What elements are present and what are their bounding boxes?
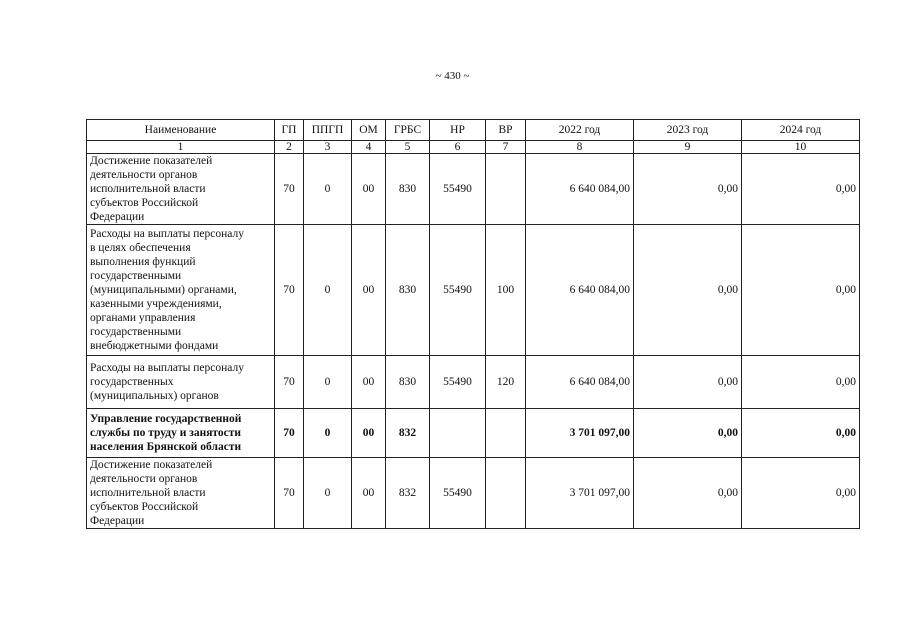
row-name: Достижение показателей деятельности органов исполнительной власти субъектов Российской Федерации <box>87 154 275 225</box>
header-gp: ГП <box>275 120 304 141</box>
budget-table <box>86 119 860 529</box>
cell-2024: 0,00 <box>742 225 860 356</box>
cell-2022: 6 640 084,00 <box>526 154 634 225</box>
cell-om: 00 <box>352 458 386 529</box>
cell-vr: 120 <box>486 356 526 409</box>
column-number: 9 <box>634 141 742 154</box>
cell-2024: 0,00 <box>742 409 860 458</box>
header-2022: 2022 год <box>526 120 634 141</box>
column-number: 7 <box>486 141 526 154</box>
cell-nr: 55490 <box>430 458 486 529</box>
table-row <box>87 225 860 356</box>
header-vr: ВР <box>486 120 526 141</box>
cell-2022: 6 640 084,00 <box>526 225 634 356</box>
column-number: 2 <box>275 141 304 154</box>
header-om: ОМ <box>352 120 386 141</box>
row-name: Расходы на выплаты персоналу в целях обеспечения выполнения функций государственными (муниципальными) органами, казенными учреждениями, органами управления государственными внебюджетными фондами <box>87 225 275 356</box>
row-name: Расходы на выплаты персоналу государственных (муниципальных) органов <box>87 356 275 409</box>
row-name: Управление государственной службы по труду и занятости населения Брянской области <box>87 409 275 458</box>
cell-grbs: 832 <box>386 409 430 458</box>
cell-2023: 0,00 <box>634 154 742 225</box>
cell-2024: 0,00 <box>742 356 860 409</box>
cell-2022: 3 701 097,00 <box>526 458 634 529</box>
cell-2023: 0,00 <box>634 225 742 356</box>
cell-nr <box>430 409 486 458</box>
cell-vr <box>486 458 526 529</box>
header-2024: 2024 год <box>742 120 860 141</box>
cell-grbs: 830 <box>386 154 430 225</box>
header-nr: НР <box>430 120 486 141</box>
table-row <box>87 154 860 225</box>
column-number: 5 <box>386 141 430 154</box>
cell-2023: 0,00 <box>634 458 742 529</box>
header-grbs: ГРБС <box>386 120 430 141</box>
cell-ppgp: 0 <box>304 409 352 458</box>
column-number: 10 <box>742 141 860 154</box>
cell-vr: 100 <box>486 225 526 356</box>
cell-nr: 55490 <box>430 225 486 356</box>
page-number: ~ 430 ~ <box>435 70 470 82</box>
cell-ppgp: 0 <box>304 458 352 529</box>
cell-vr <box>486 409 526 458</box>
column-number: 4 <box>352 141 386 154</box>
cell-2024: 0,00 <box>742 458 860 529</box>
cell-grbs: 830 <box>386 225 430 356</box>
cell-2023: 0,00 <box>634 409 742 458</box>
cell-gp: 70 <box>275 409 304 458</box>
cell-gp: 70 <box>275 458 304 529</box>
cell-ppgp: 0 <box>304 356 352 409</box>
table-row <box>87 356 860 409</box>
cell-nr: 55490 <box>430 356 486 409</box>
cell-2024: 0,00 <box>742 154 860 225</box>
column-number-row <box>87 141 860 154</box>
cell-om: 00 <box>352 409 386 458</box>
column-number: 8 <box>526 141 634 154</box>
cell-ppgp: 0 <box>304 225 352 356</box>
cell-gp: 70 <box>275 356 304 409</box>
cell-om: 00 <box>352 225 386 356</box>
cell-nr: 55490 <box>430 154 486 225</box>
cell-om: 00 <box>352 356 386 409</box>
table-row-department <box>87 409 860 458</box>
cell-grbs: 830 <box>386 356 430 409</box>
cell-ppgp: 0 <box>304 154 352 225</box>
header-name: Наименование <box>87 120 275 141</box>
header-ppgp: ППГП <box>304 120 352 141</box>
table-row <box>87 458 860 529</box>
cell-gp: 70 <box>275 225 304 356</box>
cell-2023: 0,00 <box>634 356 742 409</box>
column-number: 3 <box>304 141 352 154</box>
cell-2022: 3 701 097,00 <box>526 409 634 458</box>
header-row <box>87 120 860 141</box>
cell-grbs: 832 <box>386 458 430 529</box>
column-number: 6 <box>430 141 486 154</box>
column-number: 1 <box>87 141 275 154</box>
header-2023: 2023 год <box>634 120 742 141</box>
cell-gp: 70 <box>275 154 304 225</box>
cell-2022: 6 640 084,00 <box>526 356 634 409</box>
cell-vr <box>486 154 526 225</box>
row-name: Достижение показателей деятельности органов исполнительной власти субъектов Российской Федерации <box>87 458 275 529</box>
cell-om: 00 <box>352 154 386 225</box>
